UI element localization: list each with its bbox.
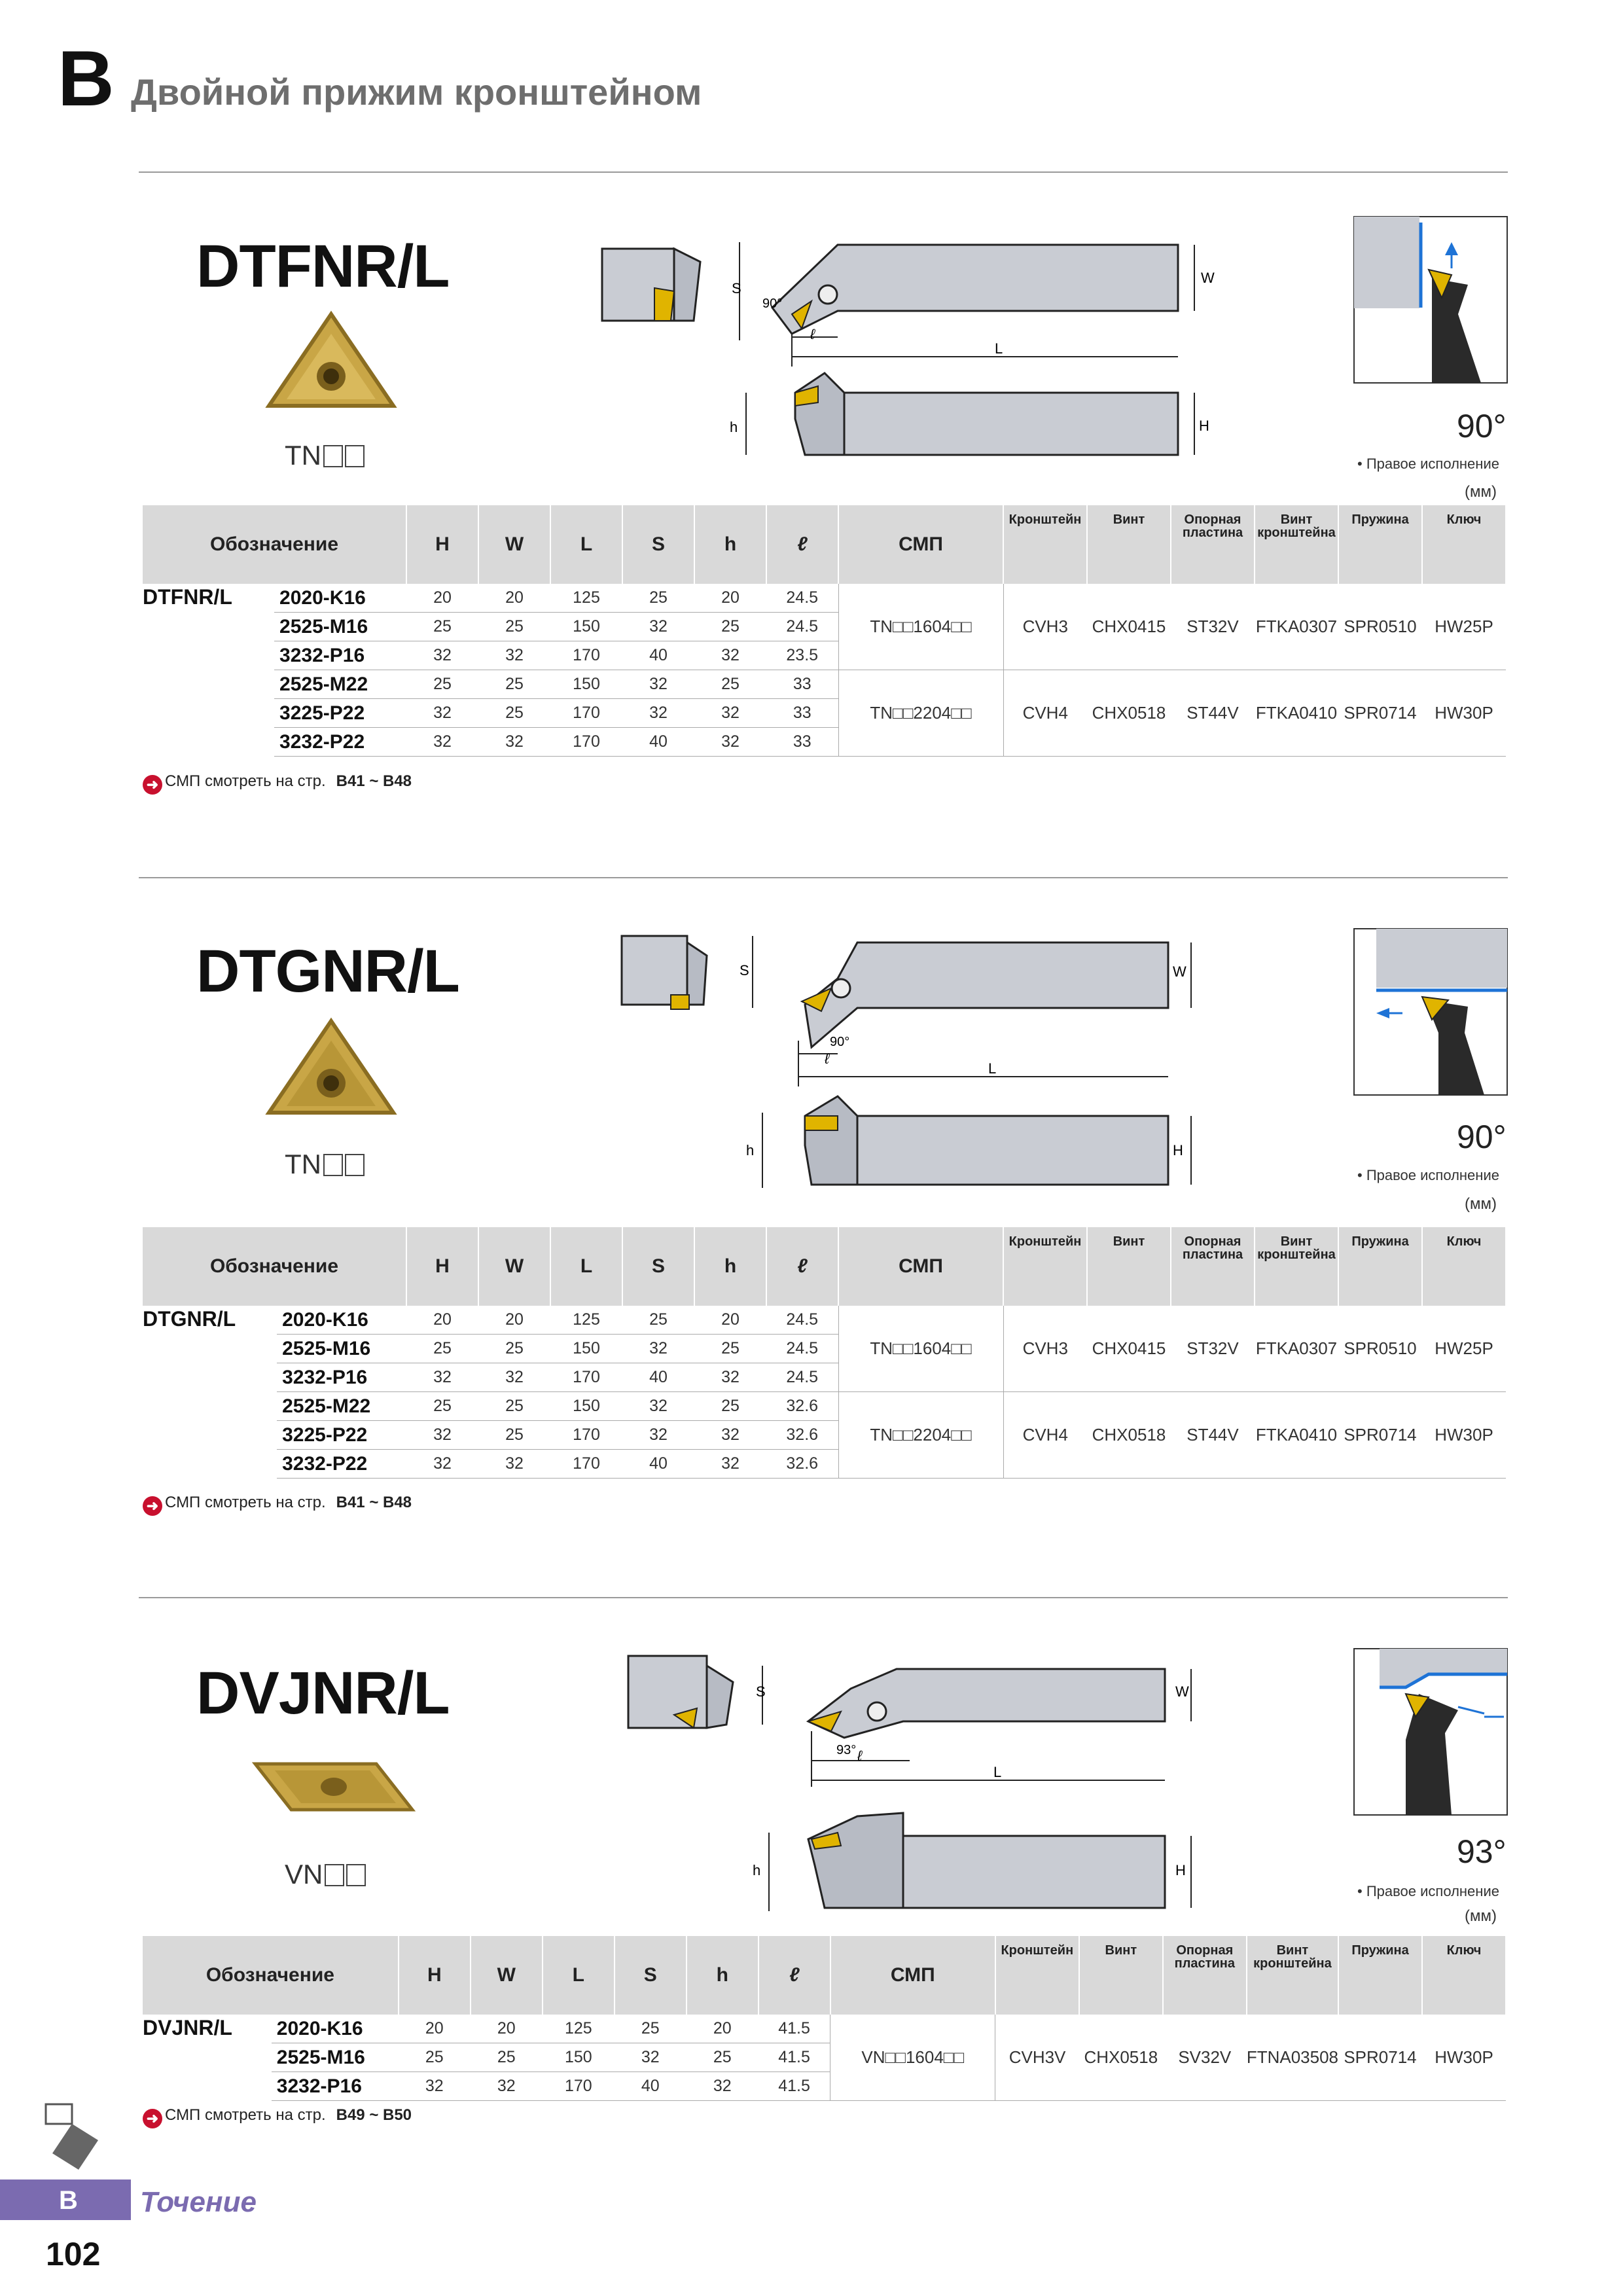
column-header: Винт кронштейна <box>1255 1227 1338 1306</box>
smp-cell: TN□□2204□□ <box>838 1392 1003 1479</box>
accessory-cell: CVH3 <box>1003 584 1087 670</box>
dimension-cell: 170 <box>543 2072 615 2101</box>
dimension-cell: 170 <box>550 641 622 670</box>
dimension-cell: 32 <box>399 2072 471 2101</box>
cutting-angle: 90° <box>1457 408 1507 444</box>
dimension-cell: 24.5 <box>766 1363 838 1392</box>
dimension-cell: 33 <box>766 728 838 757</box>
accessory-cell: CVH4 <box>1003 670 1087 757</box>
column-header: S <box>615 1936 687 2015</box>
section-tab-letter: B <box>59 2186 78 2215</box>
dimension-cell: 24.5 <box>766 1335 838 1363</box>
dimension-cell: 32 <box>406 641 478 670</box>
smp-cell: TN□□1604□□ <box>838 584 1003 670</box>
table-row <box>143 584 1506 613</box>
dimension-cell: 25 <box>694 670 766 699</box>
dimension-cell: 150 <box>543 2043 615 2072</box>
dimension-cell: 32 <box>406 728 478 757</box>
smp-cell: TN□□2204□□ <box>838 670 1003 757</box>
dimension-cell: 170 <box>550 728 622 757</box>
dim-label-angle: 93° <box>836 1743 857 1757</box>
item-code: 2525-M22 <box>274 670 406 699</box>
dimension-cell: 32 <box>694 1421 766 1450</box>
dimension-cell: 32 <box>471 2072 543 2101</box>
dimension-cell: 32 <box>615 2043 687 2072</box>
column-header: Пружина <box>1338 1936 1422 2015</box>
cutting-angle: 90° <box>1457 1119 1507 1155</box>
dimension-cell: 32.6 <box>766 1450 838 1479</box>
divider <box>139 171 1508 173</box>
item-code: 2525-M16 <box>272 2043 399 2072</box>
table-row <box>143 1392 1506 1421</box>
page-title: Двойной прижим кронштейном <box>131 71 702 113</box>
dimension-cell: 32 <box>694 699 766 728</box>
dim-label-w: W <box>1175 1683 1189 1700</box>
dimension-cell: 25 <box>694 1392 766 1421</box>
column-header: L <box>543 1936 615 2015</box>
item-code: 3232-P16 <box>274 641 406 670</box>
dimension-cell: 24.5 <box>766 584 838 613</box>
dimension-cell: 32 <box>406 1450 478 1479</box>
dimension-cell: 33 <box>766 699 838 728</box>
dim-label-s: S <box>732 280 741 296</box>
tool-drawing <box>628 1649 1243 1911</box>
spec-table <box>143 1936 1507 2101</box>
smp-cell: TN□□1604□□ <box>838 1306 1003 1392</box>
insert-code: VN <box>285 1859 366 1890</box>
dim-label-s: S <box>740 962 749 978</box>
dimension-cell: 32 <box>622 1421 694 1450</box>
model-title: DVJNR/L <box>196 1660 450 1727</box>
accessory-cell: CHX0415 <box>1087 1306 1171 1392</box>
column-header: W <box>478 505 550 584</box>
accessory-cell: ST44V <box>1171 670 1255 757</box>
dimension-cell: 40 <box>622 1363 694 1392</box>
spec-table <box>143 1227 1507 1479</box>
version-note: • Правое исполнение <box>1357 1883 1499 1899</box>
column-header: H <box>399 1936 471 2015</box>
dimension-cell: 25 <box>694 613 766 641</box>
dim-label-s: S <box>756 1683 766 1700</box>
accessory-cell: SPR0714 <box>1338 1392 1422 1479</box>
item-code: 2525-M16 <box>277 1335 406 1363</box>
accessory-cell: FTKA0307 <box>1255 584 1338 670</box>
version-note: • Правое исполнение <box>1357 1167 1499 1183</box>
dimension-cell: 25 <box>406 1335 478 1363</box>
dim-label-h: H <box>1173 1142 1183 1158</box>
dimension-cell: 32 <box>622 670 694 699</box>
dimension-cell: 32 <box>478 1450 550 1479</box>
dimension-cell: 32 <box>694 1363 766 1392</box>
dimension-cell: 125 <box>550 1306 622 1335</box>
item-code: 2020-K16 <box>272 2015 399 2043</box>
dimension-cell: 150 <box>550 613 622 641</box>
dimension-cell: 25 <box>478 1335 550 1363</box>
dim-label-w: W <box>1201 270 1215 286</box>
dimension-cell: 32 <box>622 699 694 728</box>
dimension-cell: 150 <box>550 1335 622 1363</box>
column-header: Кронштейн <box>1003 1227 1087 1306</box>
dimension-cell: 33 <box>766 670 838 699</box>
units-note: (мм) <box>1465 483 1497 501</box>
item-code: 3232-P16 <box>277 1363 406 1392</box>
insert-reference[interactable]: ➜ СМП смотреть на стр. B41 ~ B48 <box>143 772 412 795</box>
column-header: S <box>622 1227 694 1306</box>
dimension-cell: 25 <box>478 1392 550 1421</box>
column-header: H <box>406 1227 478 1306</box>
accessory-cell: HW30P <box>1422 670 1506 757</box>
dimension-cell: 40 <box>622 1450 694 1479</box>
accessory-cell: FTKA0410 <box>1255 670 1338 757</box>
series-name: DTGNR/L <box>143 1307 236 1331</box>
dimension-cell: 20 <box>687 2015 758 2043</box>
column-header: H <box>406 505 478 584</box>
column-header: L <box>550 1227 622 1306</box>
units-note: (мм) <box>1465 1195 1497 1213</box>
dimension-cell: 24.5 <box>766 1306 838 1335</box>
arrow-right-icon: ➜ <box>143 1496 162 1516</box>
dimension-cell: 20 <box>399 2015 471 2043</box>
column-header: СМП <box>830 1936 995 2015</box>
divider <box>139 1597 1508 1598</box>
dim-label-l: L <box>988 1060 997 1077</box>
turning-tool-icon <box>39 2101 105 2173</box>
accessory-cell: HW30P <box>1422 1392 1506 1479</box>
dim-label-angle: 90° <box>830 1035 850 1049</box>
insert-code: TN <box>285 1149 365 1180</box>
application-sketch <box>1353 1648 1508 1816</box>
dim-label-h: H <box>1199 418 1209 434</box>
arrow-right-icon: ➜ <box>143 775 162 795</box>
accessory-cell: SPR0510 <box>1338 1306 1422 1392</box>
column-header: Опорная пластина <box>1171 505 1255 584</box>
series-name: DTFNR/L <box>143 585 232 609</box>
dimension-cell: 170 <box>550 699 622 728</box>
dim-label-w: W <box>1173 963 1186 980</box>
column-header: h <box>694 505 766 584</box>
model-title: DTGNR/L <box>196 938 459 1005</box>
dimension-cell: 32 <box>478 1363 550 1392</box>
column-header: ℓ <box>766 505 838 584</box>
insert-image <box>259 308 403 419</box>
insert-reference[interactable]: ➜ СМП смотреть на стр. B41 ~ B48 <box>143 1494 412 1516</box>
item-code: 3225-P22 <box>274 699 406 728</box>
dimension-cell: 25 <box>471 2043 543 2072</box>
item-code: 3232-P22 <box>277 1450 406 1479</box>
column-header: W <box>478 1227 550 1306</box>
accessory-cell: SV32V <box>1163 2015 1247 2101</box>
dimension-cell: 32 <box>694 1450 766 1479</box>
accessory-cell: CHX0415 <box>1087 584 1171 670</box>
table-row <box>143 2015 1506 2043</box>
dimension-cell: 125 <box>543 2015 615 2043</box>
dimension-cell: 23.5 <box>766 641 838 670</box>
dimension-cell: 25 <box>399 2043 471 2072</box>
dimension-cell: 41.5 <box>758 2043 830 2072</box>
dimension-cell: 40 <box>622 641 694 670</box>
insert-code: TN <box>285 440 365 471</box>
accessory-cell: ST32V <box>1171 584 1255 670</box>
dimension-cell: 40 <box>615 2072 687 2101</box>
table-header-row <box>143 1936 1506 2015</box>
column-header: Винт кронштейна <box>1247 1936 1338 2015</box>
accessory-cell: FTKA0307 <box>1255 1306 1338 1392</box>
dimension-cell: 32 <box>622 1392 694 1421</box>
dimension-cell: 25 <box>406 613 478 641</box>
column-header: Винт <box>1087 505 1171 584</box>
accessory-cell: ST32V <box>1171 1306 1255 1392</box>
dimension-cell: 170 <box>550 1363 622 1392</box>
dimension-cell: 32 <box>478 641 550 670</box>
item-code: 2525-M16 <box>274 613 406 641</box>
accessory-cell: FTKA0410 <box>1255 1392 1338 1479</box>
column-header: S <box>622 505 694 584</box>
insert-reference[interactable]: ➜ СМП смотреть на стр. B49 ~ B50 <box>143 2106 412 2128</box>
accessory-cell: ST44V <box>1171 1392 1255 1479</box>
application-sketch <box>1353 928 1508 1096</box>
dimension-cell: 40 <box>622 728 694 757</box>
page-number: 102 <box>46 2236 101 2272</box>
column-header: Пружина <box>1338 505 1422 584</box>
dimension-cell: 25 <box>406 1392 478 1421</box>
tool-drawing <box>622 929 1250 1191</box>
dimension-cell: 32 <box>694 728 766 757</box>
arrow-right-icon: ➜ <box>143 2109 162 2128</box>
table-header-row <box>143 1227 1506 1306</box>
column-header: L <box>550 505 622 584</box>
column-header: Винт кронштейна <box>1255 505 1338 584</box>
dim-label-h-small: h <box>730 419 738 435</box>
dim-label-h: H <box>1175 1862 1186 1878</box>
accessory-cell: CVH3 <box>1003 1306 1087 1392</box>
column-header: Опорная пластина <box>1171 1227 1255 1306</box>
dimension-cell: 25 <box>694 1335 766 1363</box>
dimension-cell: 32 <box>406 1363 478 1392</box>
dim-label-angle: 90° <box>762 296 783 311</box>
version-note: • Правое исполнение <box>1357 456 1499 472</box>
dimension-cell: 25 <box>478 613 550 641</box>
tool-drawing <box>602 236 1243 465</box>
column-header: Винт <box>1079 1936 1163 2015</box>
item-code: 2020-K16 <box>277 1306 406 1335</box>
accessory-cell: CHX0518 <box>1087 670 1171 757</box>
dim-label-h-small: h <box>746 1142 755 1158</box>
column-header: Винт <box>1087 1227 1171 1306</box>
dimension-cell: 20 <box>478 584 550 613</box>
column-header: Обозначение <box>143 1227 406 1306</box>
dimension-cell: 25 <box>478 670 550 699</box>
item-code: 3232-P16 <box>272 2072 399 2101</box>
dimension-cell: 170 <box>550 1421 622 1450</box>
cutting-angle: 93° <box>1457 1833 1507 1870</box>
dimension-cell: 20 <box>694 584 766 613</box>
dimension-cell: 25 <box>615 2015 687 2043</box>
column-header: Пружина <box>1338 1227 1422 1306</box>
column-header: ℓ <box>758 1936 830 2015</box>
column-header: Кронштейн <box>995 1936 1079 2015</box>
column-header: ℓ <box>766 1227 838 1306</box>
column-header: СМП <box>838 1227 1003 1306</box>
dimension-cell: 125 <box>550 584 622 613</box>
column-header: W <box>471 1936 543 2015</box>
accessory-cell: CVH4 <box>1003 1392 1087 1479</box>
accessory-cell: FTNA03508 <box>1247 2015 1338 2101</box>
dimension-cell: 41.5 <box>758 2072 830 2101</box>
dimension-cell: 25 <box>687 2043 758 2072</box>
dimension-cell: 25 <box>406 670 478 699</box>
model-title: DTFNR/L <box>196 233 450 300</box>
dimension-cell: 32 <box>406 1421 478 1450</box>
dimension-cell: 20 <box>406 584 478 613</box>
insert-image <box>259 1014 403 1129</box>
dimension-cell: 32 <box>406 699 478 728</box>
dimension-cell: 170 <box>550 1450 622 1479</box>
divider <box>139 877 1508 878</box>
dim-label-l-small: ℓ <box>825 1050 830 1067</box>
dimension-cell: 25 <box>478 1421 550 1450</box>
dimension-cell: 25 <box>622 584 694 613</box>
dimension-cell: 32 <box>694 641 766 670</box>
table-row <box>143 1306 1506 1335</box>
section-letter: B <box>58 35 115 122</box>
dimension-cell: 32 <box>622 613 694 641</box>
column-header: h <box>687 1936 758 2015</box>
column-header: Обозначение <box>143 1936 399 2015</box>
column-header: Ключ <box>1422 1227 1506 1306</box>
dimension-cell: 150 <box>550 670 622 699</box>
table-row <box>143 670 1506 699</box>
dimension-cell: 32 <box>622 1335 694 1363</box>
column-header: Обозначение <box>143 505 406 584</box>
column-header: Кронштейн <box>1003 505 1087 584</box>
column-header: Ключ <box>1422 1936 1506 2015</box>
dimension-cell: 150 <box>550 1392 622 1421</box>
column-header: h <box>694 1227 766 1306</box>
dimension-cell: 41.5 <box>758 2015 830 2043</box>
accessory-cell: SPR0714 <box>1338 670 1422 757</box>
dimension-cell: 20 <box>406 1306 478 1335</box>
table-header-row <box>143 505 1506 584</box>
dimension-cell: 24.5 <box>766 613 838 641</box>
dimension-cell: 20 <box>478 1306 550 1335</box>
accessory-cell: SPR0510 <box>1338 584 1422 670</box>
dimension-cell: 25 <box>478 699 550 728</box>
section-tab-label: Точение <box>140 2186 257 2218</box>
dimension-cell: 32 <box>687 2072 758 2101</box>
accessory-cell: CHX0518 <box>1079 2015 1163 2101</box>
units-note: (мм) <box>1465 1907 1497 1925</box>
application-sketch <box>1353 216 1508 384</box>
dimension-cell: 20 <box>694 1306 766 1335</box>
item-code: 3225-P22 <box>277 1421 406 1450</box>
dimension-cell: 25 <box>622 1306 694 1335</box>
accessory-cell: SPR0714 <box>1338 2015 1422 2101</box>
dimension-cell: 32.6 <box>766 1421 838 1450</box>
column-header: Ключ <box>1422 505 1506 584</box>
item-code: 2020-K16 <box>274 584 406 613</box>
accessory-cell: HW25P <box>1422 584 1506 670</box>
accessory-cell: CHX0518 <box>1087 1392 1171 1479</box>
dim-label-l-small: ℓ <box>857 1748 863 1764</box>
spec-table <box>143 505 1507 757</box>
item-code: 3232-P22 <box>274 728 406 757</box>
column-header: СМП <box>838 505 1003 584</box>
series-name: DVJNR/L <box>143 2016 232 2039</box>
dimension-cell: 32 <box>478 728 550 757</box>
insert-image <box>249 1754 419 1820</box>
smp-cell: VN□□1604□□ <box>830 2015 995 2101</box>
dim-label-h-small: h <box>753 1862 761 1878</box>
dimension-cell: 20 <box>471 2015 543 2043</box>
dim-label-l: L <box>995 340 1003 357</box>
dim-label-l: L <box>993 1764 1002 1780</box>
accessory-cell: CVH3V <box>995 2015 1079 2101</box>
accessory-cell: HW30P <box>1422 2015 1506 2101</box>
dim-label-l-small: ℓ <box>810 326 815 342</box>
accessory-cell: HW25P <box>1422 1306 1506 1392</box>
dimension-cell: 32.6 <box>766 1392 838 1421</box>
column-header: Опорная пластина <box>1163 1936 1247 2015</box>
item-code: 2525-M22 <box>277 1392 406 1421</box>
